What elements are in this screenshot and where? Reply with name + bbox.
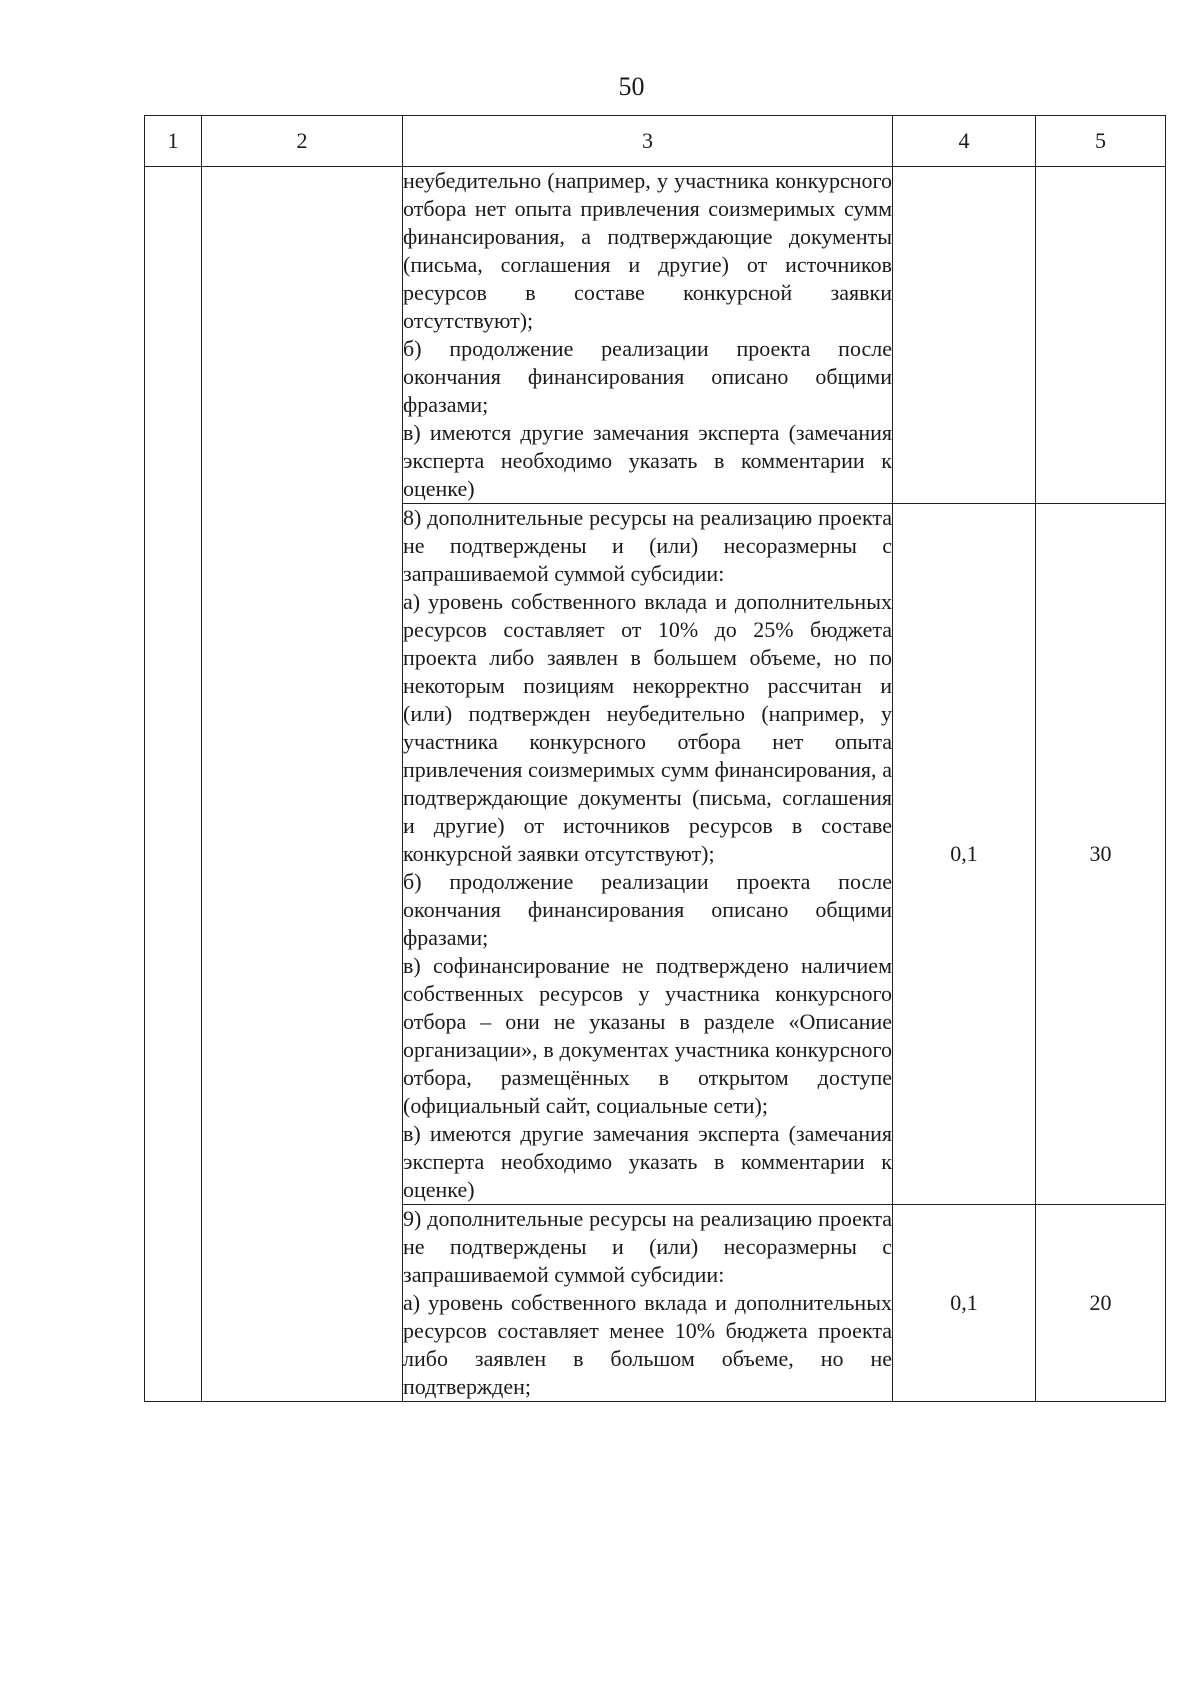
criteria-paragraph: 8) дополнительные ресурсы на реализацию проекта не подтверждены и (или) несоразмерны с запрашиваемой суммой субсидии: (403, 505, 892, 586)
column-1-cell (145, 167, 202, 1402)
criteria-text-cell (403, 504, 893, 1205)
table-header-row (145, 116, 1166, 167)
page-number: 50 (618, 72, 645, 101)
criteria-text-cell (403, 1205, 893, 1402)
score-cell (1036, 167, 1166, 504)
column-header-4: 4 (893, 116, 1036, 167)
column-header-3: 3 (403, 116, 893, 167)
column-header-5: 5 (1036, 116, 1166, 167)
score-cell: 30 (1036, 504, 1166, 1205)
criteria-paragraph: в) имеются другие замечания эксперта (замечания эксперта необходимо указать в комментарии к оценке) (403, 420, 892, 501)
coefficient-cell: 0,1 (893, 504, 1036, 1205)
criteria-paragraph: б) продолжение реализации проекта после окончания финансирования описано общими фразами; (403, 869, 892, 950)
criteria-paragraph: 9) дополнительные ресурсы на реализацию проекта не подтверждены и (или) несоразмерны с запрашиваемой суммой субсидии: (403, 1206, 892, 1287)
criteria-paragraph: б) продолжение реализации проекта после окончания финансирования описано общими фразами; (403, 336, 892, 417)
criteria-paragraph: а) уровень собственного вклада и дополнительных ресурсов составляет менее 10% бюджета проекта либо заявлен в большом объеме, но не подтвержден; (403, 1290, 892, 1399)
column-2-cell (202, 167, 403, 1402)
criteria-paragraph: а) уровень собственного вклада и дополнительных ресурсов составляет от 10% до 25% бюджета проекта либо заявлен в большем объеме, но по некоторым позициям некорректно рассчитан и (или) подтвержден неубедительно (например, у участника конкурсного отбора нет опыта привлечения соизмеримых сумм финансирования, а подтверждающие документы (письма, соглашения и другие) от источников ресурсов в составе конкурсной заявки отсутствуют); (403, 589, 892, 866)
score-cell: 20 (1036, 1205, 1166, 1402)
criteria-paragraph: неубедительно (например, у участника конкурсного отбора нет опыта привлечения соизмеримых сумм финансирования, а подтверждающие документы (письма, соглашения и другие) от источников ресурсов в составе конкурсной заявки отсутствуют); (403, 168, 892, 333)
criteria-table (144, 115, 1166, 1402)
criteria-paragraph: в) софинансирование не подтверждено наличием собственных ресурсов у участника конкурсного отбора – они не указаны в разделе «Описание организации», в документах участника конкурсного отбора, размещённых в открытом доступе (официальный сайт, социальные сети); (403, 953, 892, 1118)
criteria-text-cell (403, 167, 893, 504)
criteria-paragraph: в) имеются другие замечания эксперта (замечания эксперта необходимо указать в комментарии к оценке) (403, 1121, 892, 1202)
column-header-1: 1 (145, 116, 202, 167)
coefficient-cell (893, 167, 1036, 504)
table-row (145, 167, 1166, 504)
coefficient-cell: 0,1 (893, 1205, 1036, 1402)
column-header-2: 2 (202, 116, 403, 167)
